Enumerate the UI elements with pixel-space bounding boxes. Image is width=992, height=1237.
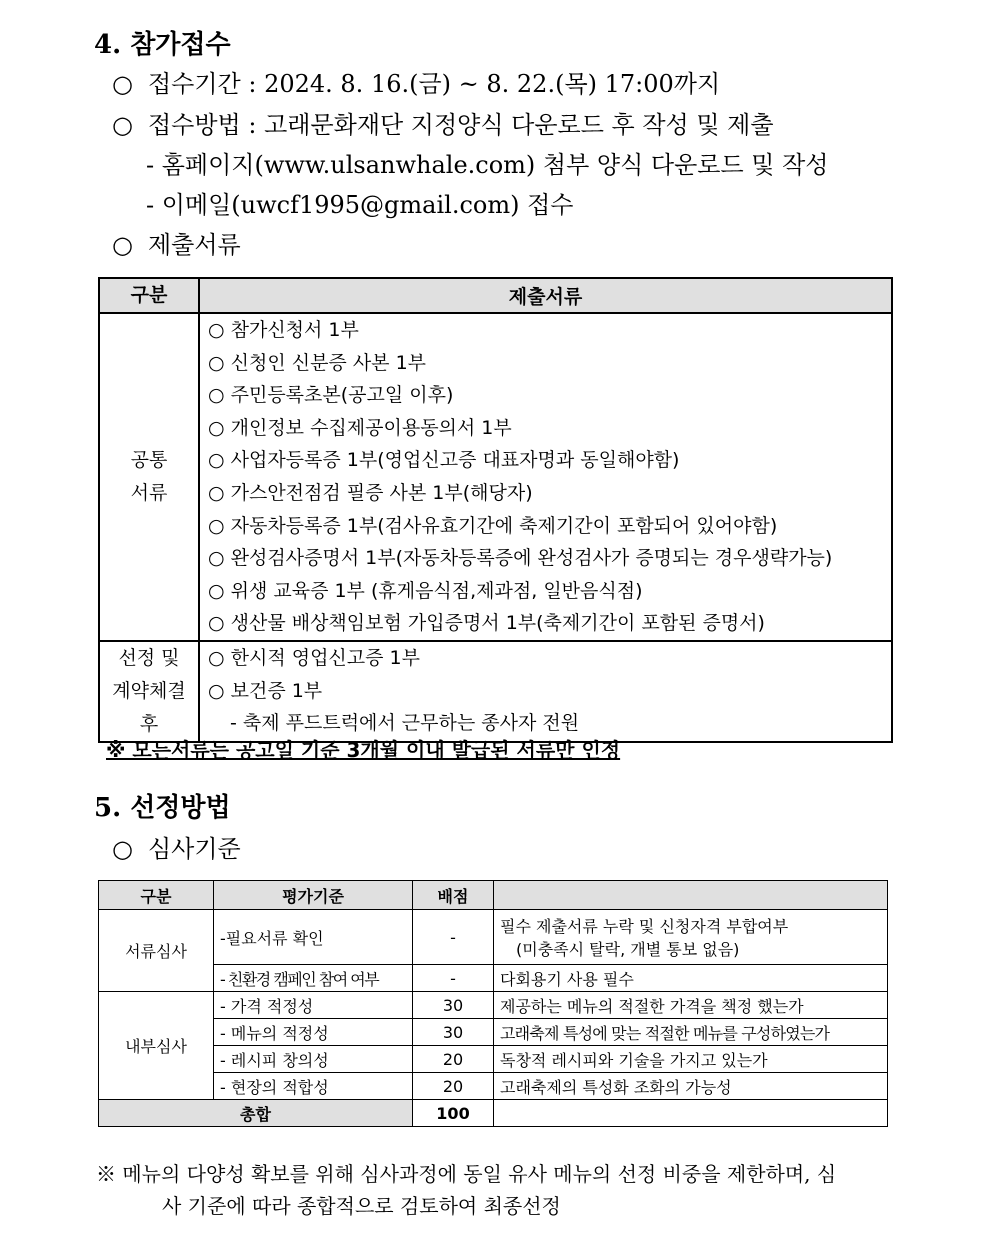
bullet-circle-icon: ○ xyxy=(112,111,133,139)
table-row xyxy=(99,1019,888,1046)
score-cell: 30 xyxy=(413,992,494,1019)
required-docs-text: 제출서류 xyxy=(148,231,241,259)
selection-note-line2: 사 기준에 따라 종합적으로 검토하여 최종선정 xyxy=(162,1194,561,1218)
reception-period xyxy=(112,64,720,99)
header-criterion: 평가기준 xyxy=(214,881,413,910)
table-header-row xyxy=(99,881,888,910)
bullet-circle-icon: ○ xyxy=(112,835,133,863)
header-documents: 제출서류 xyxy=(199,278,892,313)
list-item: ○ 완성검사증명서 1부(자동차등록증에 완성검사가 증명되는 경우생략가능) xyxy=(208,547,833,570)
header-category: 구분 xyxy=(99,278,199,313)
internal-review-category: 내부심사 xyxy=(99,992,214,1100)
total-score: 100 xyxy=(413,1100,494,1127)
table-row xyxy=(99,992,888,1019)
table-row xyxy=(99,1073,888,1100)
score-cell: 20 xyxy=(413,1046,494,1073)
method-homepage: - 홈페이지(www.ulsanwhale.com) 첨부 양식 다운로드 및 작성 xyxy=(146,151,829,179)
criteria-table xyxy=(98,880,888,1127)
criterion-cell: - 현장의 적합성 xyxy=(214,1073,413,1100)
table-row xyxy=(99,1046,888,1073)
description-cell: 필수 제출서류 누락 및 신청자격 부합여부 (미충족시 탈락, 개별 통보 없음) xyxy=(494,910,888,965)
score-cell: - xyxy=(413,910,494,965)
method-email: - 이메일(uwcf1995@gmail.com) 접수 xyxy=(146,191,574,219)
common-docs-category: 공통 서류 xyxy=(99,313,199,641)
criterion-cell: - 가격 적정성 xyxy=(214,992,413,1019)
selection-note-line1: ※ 메뉴의 다양성 확보를 위해 심사과정에 동일 유사 메뉴의 선정 비중을 제한하며, 심 xyxy=(96,1162,837,1186)
list-item: ○ 참가신청서 1부 xyxy=(208,319,359,341)
after-contract-list xyxy=(199,641,892,742)
after-contract-category: 선정 및 계약체결 후 xyxy=(99,641,199,742)
description-cell: 독창적 레시피와 기술을 가지고 있는가 xyxy=(494,1046,888,1073)
reception-method xyxy=(112,105,774,140)
reception-period-text: 접수기간 : 2024. 8. 16.(금) ~ 8. 22.(목) 17:00까지 xyxy=(148,70,721,98)
score-cell: 20 xyxy=(413,1073,494,1100)
list-item: ○ 한시적 영업신고증 1부 xyxy=(208,646,420,669)
criteria-text: 심사기준 xyxy=(148,835,241,863)
total-row xyxy=(99,1100,888,1127)
section-5-title: 5. 선정방법 xyxy=(94,793,231,823)
list-item: ○ 자동차등록증 1부(검사유효기간에 축제기간이 포함되어 있어야함) xyxy=(208,514,778,537)
table-row xyxy=(99,965,888,992)
list-item: ○ 주민등록초본(공고일 이후) xyxy=(208,384,454,407)
criteria-label xyxy=(112,829,241,864)
section-4-title: 4. 참가접수 xyxy=(94,30,231,60)
list-item: ○ 사업자등록증 1부(영업신고증 대표자명과 동일해야함) xyxy=(208,449,680,472)
table-header-row xyxy=(99,278,892,313)
score-cell: 30 xyxy=(413,1019,494,1046)
total-empty-cell xyxy=(494,1100,888,1127)
bullet-circle-icon: ○ xyxy=(112,70,133,98)
description-cell: 다회용기 사용 필수 xyxy=(494,965,888,992)
list-item: - 축제 푸드트럭에서 근무하는 종사자 전원 xyxy=(230,712,580,735)
list-item: ○ 보건증 1부 xyxy=(208,679,323,702)
common-docs-row xyxy=(99,313,892,641)
list-item: ○ 가스안전점검 필증 사본 1부(해당자) xyxy=(208,481,533,504)
description-cell: 고래축제의 특성화 조화의 가능성 xyxy=(494,1073,888,1100)
criterion-cell: - 메뉴의 적정성 xyxy=(214,1019,413,1046)
header-score: 배점 xyxy=(413,881,494,910)
common-docs-list xyxy=(199,313,892,641)
selection-note xyxy=(96,1158,906,1222)
criterion-cell: -필요서류 확인 xyxy=(214,910,413,965)
header-description xyxy=(494,881,888,910)
criterion-cell: - 레시피 창의성 xyxy=(214,1046,413,1073)
list-item: ○ 개인정보 수집제공이용동의서 1부 xyxy=(208,416,512,439)
total-label: 총합 xyxy=(99,1100,413,1127)
table-row xyxy=(99,910,888,965)
required-docs-label xyxy=(112,225,241,260)
after-contract-row xyxy=(99,641,892,742)
doc-review-category: 서류심사 xyxy=(99,910,214,992)
docs-validity-note: ※ 모든서류는 공고일 기준 3개월 이내 발급된 서류만 인정 xyxy=(106,738,621,762)
list-item: ○ 위생 교육증 1부 (휴게음식점,제과점, 일반음식점) xyxy=(208,579,643,602)
header-category: 구분 xyxy=(99,881,214,910)
list-item: ○ 신청인 신분증 사본 1부 xyxy=(208,351,427,374)
score-cell: - xyxy=(413,965,494,992)
description-cell: 제공하는 메뉴의 적절한 가격을 책정 했는가 xyxy=(494,992,888,1019)
criterion-cell: - 친환경 캠페인 참여 여부 xyxy=(214,965,413,992)
description-cell: 고래축제 특성에 맞는 적절한 메뉴를 구성하였는가 xyxy=(494,1019,888,1046)
reception-method-text: 접수방법 : 고래문화재단 지정양식 다운로드 후 작성 및 제출 xyxy=(148,111,774,139)
bullet-circle-icon: ○ xyxy=(112,231,133,259)
list-item: ○ 생산물 배상책임보험 가입증명서 1부(축제기간이 포함된 증명서) xyxy=(208,612,765,635)
required-docs-table xyxy=(98,277,893,743)
